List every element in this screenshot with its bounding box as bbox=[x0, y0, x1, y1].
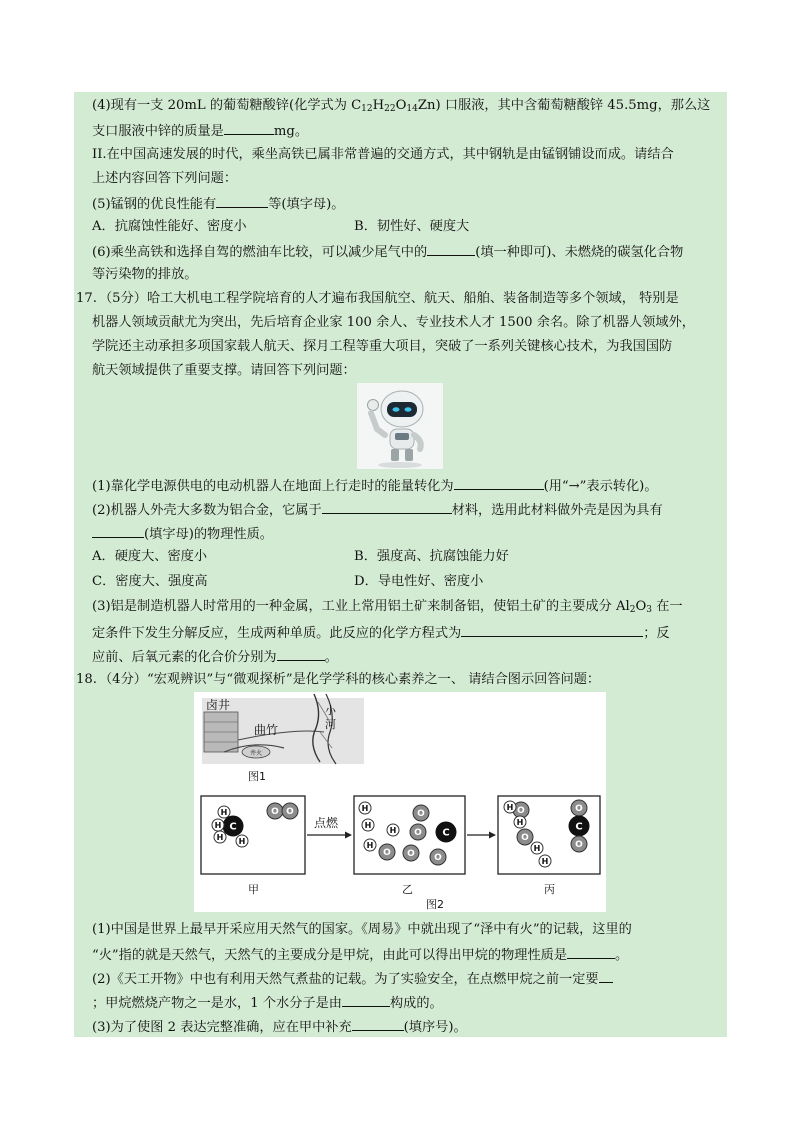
atom-h-bing bbox=[504, 801, 516, 813]
q18-number: 18. bbox=[76, 672, 97, 687]
q18-part2-line2: ；甲烷燃烧产物之一是水，1 个水分子是由 构成的。 bbox=[92, 993, 443, 1013]
atom-label: H bbox=[389, 825, 397, 835]
atom-label: O bbox=[286, 807, 294, 818]
answer-blank[interactable] bbox=[342, 993, 390, 1007]
q17-part2-line1: (2)机器人外壳大多数为铝合金，它属于 材料，选用此材料做外壳是因为具有 bbox=[92, 500, 663, 520]
q18-figure bbox=[194, 692, 606, 912]
atom-label: H bbox=[364, 820, 372, 830]
q16-part4-line1: (4)现有一支 20mL 的葡萄糖酸锌(化学式为 $C_{12}H_{22}O_{14}Zn$) 口服液，其中含葡萄糖酸锌 45.5mg，那么这 bbox=[92, 98, 711, 114]
atom-o-bing bbox=[571, 800, 587, 816]
q16-part6-line1: (6)乘坐高铁和选择自驾的燃油车比较，可以减少尾气中的 (填一种即可)、未燃烧的碳氢化合物 bbox=[92, 242, 683, 262]
q17-option-d: D．导电性好、密度小 bbox=[354, 574, 484, 589]
answer-blank[interactable] bbox=[322, 500, 452, 514]
atom-h-jia bbox=[236, 835, 248, 847]
q17-option-c: C．密度大、强度高 bbox=[92, 574, 208, 589]
q16-part5-option-a: A．抗腐蚀性能好、密度小 bbox=[92, 219, 247, 234]
q18-part2-line1: (2)《天工开物》中也有利用天然气煮盐的记载。为了实验安全，在点燃甲烷之前一定要 bbox=[92, 969, 613, 989]
atom-label: O bbox=[414, 828, 422, 839]
atom-c-jia bbox=[223, 816, 243, 836]
figure-1-label-pot: 井火 bbox=[250, 750, 263, 757]
q17-stem-line4: 航天领域提供了重要支撑。请回答下列问题： bbox=[92, 363, 356, 378]
atom-label: O bbox=[521, 833, 529, 844]
q17-part3-line3: 应前、后氧元素的化合价分别为 。 bbox=[92, 647, 338, 667]
answer-blank[interactable] bbox=[277, 647, 325, 661]
atom-h-jia bbox=[218, 806, 230, 818]
atom-label: H bbox=[361, 803, 369, 813]
q17-part1: (1)靠化学电源供电的电动机器人在地面上行走时的能量转化为 (用“→”表示转化)。 bbox=[92, 476, 658, 496]
atom-label: H bbox=[541, 856, 549, 866]
figure-2-caption: 图2 bbox=[426, 898, 444, 911]
atom-label: O bbox=[517, 806, 525, 817]
atom-o-yi bbox=[413, 805, 429, 821]
q16-section-ii-line2: 上述内容回答下列问题： bbox=[92, 171, 238, 186]
answer-blank[interactable] bbox=[224, 121, 274, 135]
atom-h-jia bbox=[212, 819, 224, 831]
robot-picture bbox=[357, 383, 443, 469]
q17-stem-line3: 学院还主动承担多项国家载人航天、探月工程等重大项目，突破了一系列关键核心技术，为我国国防 bbox=[92, 339, 673, 354]
atom-label: H bbox=[238, 836, 246, 846]
atom-h-yi bbox=[387, 824, 399, 836]
figure-1-caption: 图1 bbox=[248, 770, 266, 783]
atom-h-jia bbox=[214, 831, 226, 843]
answer-blank[interactable] bbox=[567, 945, 615, 959]
q18-stem: （4分）“宏观辨识”与“微观探析”是化学学科的核心素养之一、 请结合图示回答问题： bbox=[99, 672, 601, 687]
q16-part5: (5)锰钢的优良性能有 等(填字母)。 bbox=[92, 194, 344, 214]
atom-label: H bbox=[220, 807, 228, 817]
atom-o-jia bbox=[267, 803, 283, 819]
q17-number: 17. bbox=[76, 291, 97, 306]
box-yi-label: 乙 bbox=[402, 883, 413, 896]
atom-label: H bbox=[516, 817, 524, 827]
box-bing-label: 丙 bbox=[544, 883, 555, 896]
q16-section-ii-line1: II.在中国高速发展的时代，乘坐高铁已属非常普遍的交通方式，其中钢轨是由锰钢铺设而成。请结合 bbox=[92, 147, 674, 162]
figure-1-label-river-1: 小 bbox=[325, 704, 336, 717]
atom-o-yi bbox=[430, 849, 446, 865]
q18-part1-line1: (1)中国是世界上最早开采应用天然气的国家。《周易》中就出现了“泽中有火”的记载，这里的 bbox=[92, 922, 632, 937]
q17-stem-line2: 机器人领域贡献尤为突出，先后培育企业家 100 余人、专业技术人才 1500 余名。除了机器人领域外， bbox=[92, 315, 695, 330]
atom-o-yi bbox=[403, 845, 419, 861]
q18-figure-svg bbox=[194, 692, 606, 912]
atom-label: C bbox=[575, 821, 583, 833]
reaction-arrow-2-head bbox=[489, 832, 496, 839]
q16-part4-line2: 支口服液中锌的质量是 mg。 bbox=[92, 121, 308, 141]
answer-blank[interactable] bbox=[454, 476, 544, 490]
box-jia-label: 甲 bbox=[248, 883, 259, 896]
atom-label: O bbox=[434, 853, 442, 864]
atom-label: O bbox=[575, 840, 583, 851]
atom-label: O bbox=[407, 849, 415, 860]
atom-h-bing bbox=[531, 842, 543, 854]
q16-part6-line2: 等污染物的排放。 bbox=[92, 267, 198, 282]
atom-o-bing bbox=[571, 836, 587, 852]
answer-blank[interactable] bbox=[461, 623, 643, 637]
q16-part5-option-b: B．韧性好、硬度大 bbox=[354, 219, 470, 234]
figure-1-label-river-2: 河 bbox=[325, 718, 336, 731]
atom-label: H bbox=[506, 802, 514, 812]
atom-label: C bbox=[229, 821, 237, 833]
answer-blank[interactable] bbox=[427, 242, 475, 256]
atom-label: H bbox=[216, 832, 224, 842]
answer-blank[interactable] bbox=[599, 969, 613, 983]
atom-label: H bbox=[533, 843, 541, 853]
atom-o-yi bbox=[410, 824, 426, 840]
q17-stem-line1: （5分）哈工大机电工程学院培育的人才遍布我国航空、航天、船舶、装备制造等多个领域， 特别是 bbox=[99, 291, 679, 306]
figure-1-label-bamboo: 曲竹 bbox=[254, 723, 279, 737]
robot-illustration bbox=[357, 383, 443, 469]
atom-label: O bbox=[575, 804, 583, 815]
atom-c-yi bbox=[436, 822, 456, 842]
q17-option-b: B．强度高、抗腐蚀能力好 bbox=[354, 549, 509, 564]
atom-h-yi bbox=[364, 839, 376, 851]
figure-1-sketch bbox=[202, 694, 364, 783]
atom-o-bing bbox=[517, 829, 533, 845]
q17-option-a: A．硬度大、密度小 bbox=[92, 549, 208, 564]
atom-label: H bbox=[366, 840, 374, 850]
atom-h-bing bbox=[514, 816, 526, 828]
atom-o-jia bbox=[282, 803, 298, 819]
atom-c-bing bbox=[569, 816, 589, 836]
atom-label: H bbox=[214, 820, 222, 830]
q18-part3: (3)为了使图 2 表达完整准确，应在甲中补充 (填序号)。 bbox=[92, 1017, 467, 1037]
q17-part3-line2: 定条件下发生分解反应，生成两种单质。此反应的化学方程式为 ；反 bbox=[92, 623, 670, 643]
q17-part3-line1: (3)铝是制造机器人时常用的一种金属，工业上常用铝土矿来制备铝，使铝土矿的主要成分 $Al_2O_3$ 在一 bbox=[92, 599, 683, 615]
atom-label: O bbox=[417, 809, 425, 820]
answer-blank[interactable] bbox=[92, 524, 144, 538]
atom-label: O bbox=[383, 848, 391, 859]
atom-label: C bbox=[442, 827, 450, 839]
figure-1-label-well: 卤井 bbox=[206, 698, 231, 712]
atom-label: O bbox=[271, 807, 279, 818]
q17-part2-line2: (填字母)的物理性质。 bbox=[92, 524, 273, 544]
atom-o-yi bbox=[379, 844, 395, 860]
answer-blank[interactable] bbox=[352, 1017, 404, 1031]
answer-blank[interactable] bbox=[216, 194, 268, 208]
atom-h-yi bbox=[359, 802, 371, 814]
reaction-condition-ignite: 点燃 bbox=[314, 816, 339, 830]
q18-part1-line2: “火”指的就是天然气，天然气的主要成分是甲烷，由此可以得出甲烷的物理性质是 。 bbox=[92, 945, 628, 965]
atom-h-yi bbox=[362, 819, 374, 831]
reaction-arrow-1-head bbox=[345, 832, 352, 839]
atom-h-bing bbox=[539, 855, 551, 867]
